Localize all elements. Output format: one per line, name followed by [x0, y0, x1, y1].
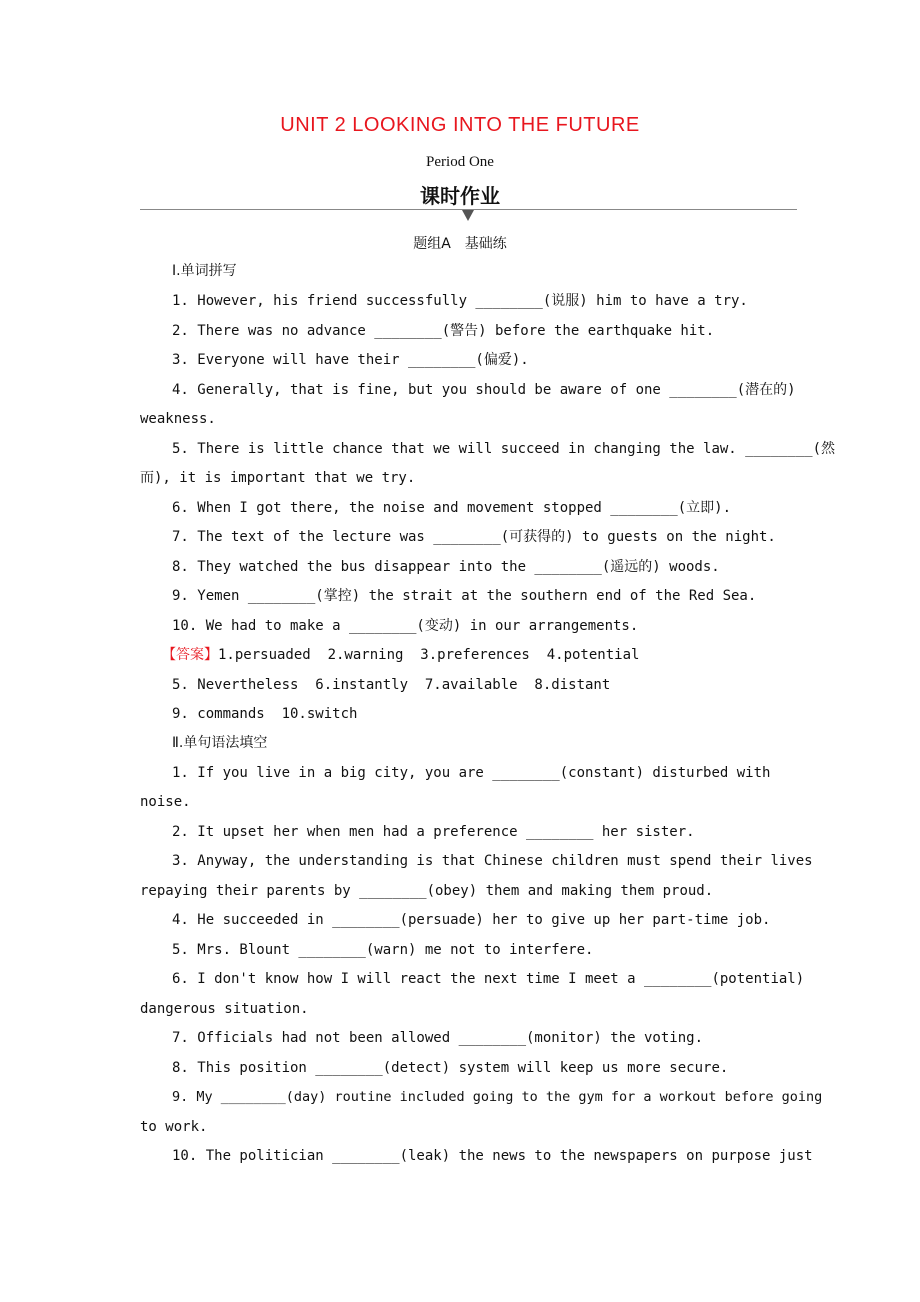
exercise-line: 而), it is important that we try.: [140, 470, 416, 486]
exercise-line: 7. The text of the lecture was ________(可获得的) to guests on the night.: [172, 529, 776, 545]
group-label: 题组A 基础练: [413, 236, 507, 252]
exercise-line: 10. The politician ________(leak) the news to the newspapers on purpose just: [172, 1148, 813, 1164]
homework-heading: 课时作业: [420, 184, 500, 208]
answer-line: 5. Nevertheless 6.instantly 7.available 8.distant: [172, 677, 611, 693]
exercise-line: 8. This position ________(detect) system will keep us more secure.: [172, 1060, 729, 1076]
exercise-line: 6. I don't know how I will react the next time I meet a ________(potential): [172, 971, 805, 987]
divider-arrow-icon: [462, 210, 474, 221]
exercise-line: 8. They watched the bus disappear into the ________(遥远的) woods.: [172, 559, 720, 575]
answer-tag: 【答案】: [162, 647, 218, 663]
exercise-line: 3. Everyone will have their ________(偏爱).: [172, 352, 529, 368]
exercise-line: 1. However, his friend successfully ________(说服) him to have a try.: [172, 293, 748, 309]
exercise-line: repaying their parents by ________(obey) them and making them proud.: [140, 883, 714, 899]
exercise-line: weakness.: [140, 411, 216, 427]
exercise-line: 4. Generally, that is fine, but you should be aware of one ________(潜在的): [172, 382, 796, 398]
exercise-line: noise.: [140, 794, 191, 810]
period-label: Period One: [426, 154, 494, 170]
exercise-line: 6. When I got there, the noise and movement stopped ________(立即).: [172, 500, 732, 516]
exercise-line: dangerous situation.: [140, 1001, 309, 1017]
exercise-line: to work.: [140, 1119, 208, 1135]
section-title: Ⅱ.单句语法填空: [172, 735, 268, 751]
exercise-line: 5. Mrs. Blount ________(warn) me not to interfere.: [172, 942, 594, 958]
exercise-line: 9. My ________(day) routine included going to the gym for a workout before going: [172, 1089, 823, 1105]
exercise-line: 5. There is little chance that we will succeed in changing the law. ________(然: [172, 441, 836, 457]
answer-text: 1.persuaded 2.warning 3.preferences 4.potential: [218, 647, 640, 663]
section-title: Ⅰ.单词拼写: [172, 263, 237, 279]
answer-line: [162, 646, 639, 664]
exercise-line: 2. There was no advance ________(警告) before the earthquake hit.: [172, 323, 715, 339]
exercise-line: 10. We had to make a ________(变动) in our arrangements.: [172, 618, 639, 634]
exercise-line: 4. He succeeded in ________(persuade) her to give up her part-time job.: [172, 912, 771, 928]
answer-line: 9. commands 10.switch: [172, 706, 358, 722]
exercise-line: 1. If you live in a big city, you are ________(constant) disturbed with: [172, 765, 771, 781]
exercise-line: 2. It upset her when men had a preference ________ her sister.: [172, 824, 695, 840]
unit-title: UNIT 2 LOOKING INTO THE FUTURE: [280, 114, 640, 136]
exercise-line: 3. Anyway, the understanding is that Chinese children must spend their lives: [172, 853, 813, 869]
exercise-line: 9. Yemen ________(掌控) the strait at the southern end of the Red Sea.: [172, 588, 757, 604]
exercise-line: 7. Officials had not been allowed ________(monitor) the voting.: [172, 1030, 704, 1046]
